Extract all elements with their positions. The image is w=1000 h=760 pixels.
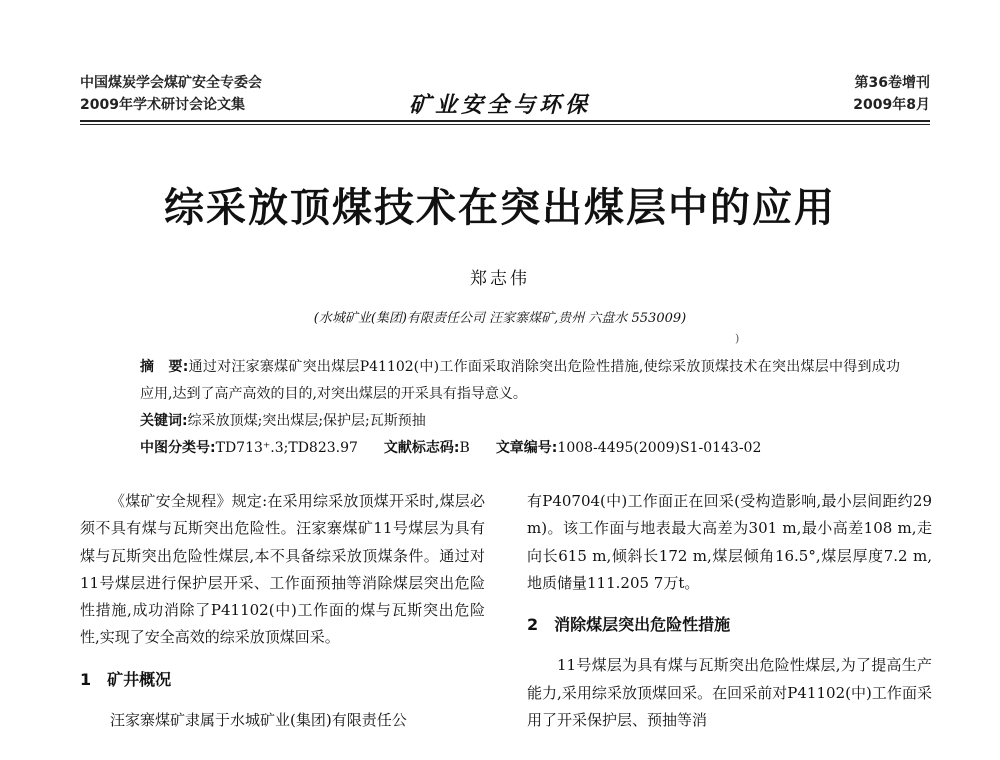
author-name: 郑志伟 [470,269,530,289]
abstract-paragraph [110,354,900,408]
paper-title: 综采放顶煤技术在突出煤层中的应用 [164,185,836,231]
doc-code-value: B [459,440,470,456]
journal-info-right [853,72,930,116]
mine-overview-continued: 有P40704(中)工作面正在回采(受构造影响,最小层间距约29 m)。该工作面与地表最大高差为301 m,最小高差108 m,走向长615 m,倾斜长172 m,煤层倾角16.5°,煤层厚度7.2 m,地质储量111.205 7万t。 [527,492,932,592]
right-column [527,488,932,734]
author-affiliation: (水城矿业(集团)有限责任公司 汪家寨煤矿,贵州 六盘水 553009) [313,311,687,326]
section-2-paragraph: 11号煤层为具有煤与瓦斯突出危险性煤层,为了提高生产能力,采用综采放顶煤回采。在回采前对P41102(中)工作面采用了开采保护层、预抽等消 [527,656,932,730]
clc-value: TD713⁺.3;TD823.97 [215,440,358,456]
intro-paragraph: 《煤矿安全规程》规定:在采用综采放顶煤开采时,煤层必须不具有煤与瓦斯突出危险性。汪家寨煤矿11号煤层为具有煤与瓦斯突出危险性煤层,本不具备综采放顶煤条件。通过对11号煤层进行保护层开采、工作面预抽等消除煤层突出危险性措施,成功消除了P41102(中)工作面的煤与瓦斯突出危险性,实现了安全高效的综采放顶煤回采。 [80,492,485,647]
stray-mark: ) [735,332,740,345]
keywords-line [110,408,900,435]
abstract-label: 摘 要: [140,359,189,375]
volume-info: 第36卷增刊 [854,75,930,91]
header-rule-thin [80,124,930,125]
doc-code-label: 文献标志码: [383,440,460,456]
keywords-label: 关键词: [140,413,188,429]
left-column [80,488,485,734]
proceedings-name: 2009年学术研讨会论文集 [80,97,245,113]
clc-label: 中图分类号: [140,440,216,456]
section-2-heading: 2 消除煤层突出危险性措施 [527,615,731,635]
classification-line [110,435,900,462]
article-no-label: 文章编号: [495,440,558,456]
issue-date: 2009年8月 [853,97,930,113]
society-name: 中国煤炭学会煤矿安全专委会 [80,75,262,91]
abstract-text: 通过对汪家寨煤矿突出煤层P41102(中)工作面采取消除突出危险性措施,使综采放顶煤技术在突出煤层中得到成功应用,达到了高产高效的目的,对突出煤层的开采具有指导意义。 [140,359,900,402]
abstract-block [110,354,900,462]
section-1-heading: 1 矿井概况 [80,669,172,689]
journal-title: 矿业安全与环保 [408,92,591,118]
keywords-text: 综采放顶煤;突出煤层;保护层;瓦斯预抽 [187,413,426,429]
header-rule-thick [80,120,930,122]
section-1-paragraph: 汪家寨煤矿隶属于水城矿业(集团)有限责任公 [110,711,407,730]
article-no-value: 1008-4495(2009)S1-0143-02 [557,440,762,456]
